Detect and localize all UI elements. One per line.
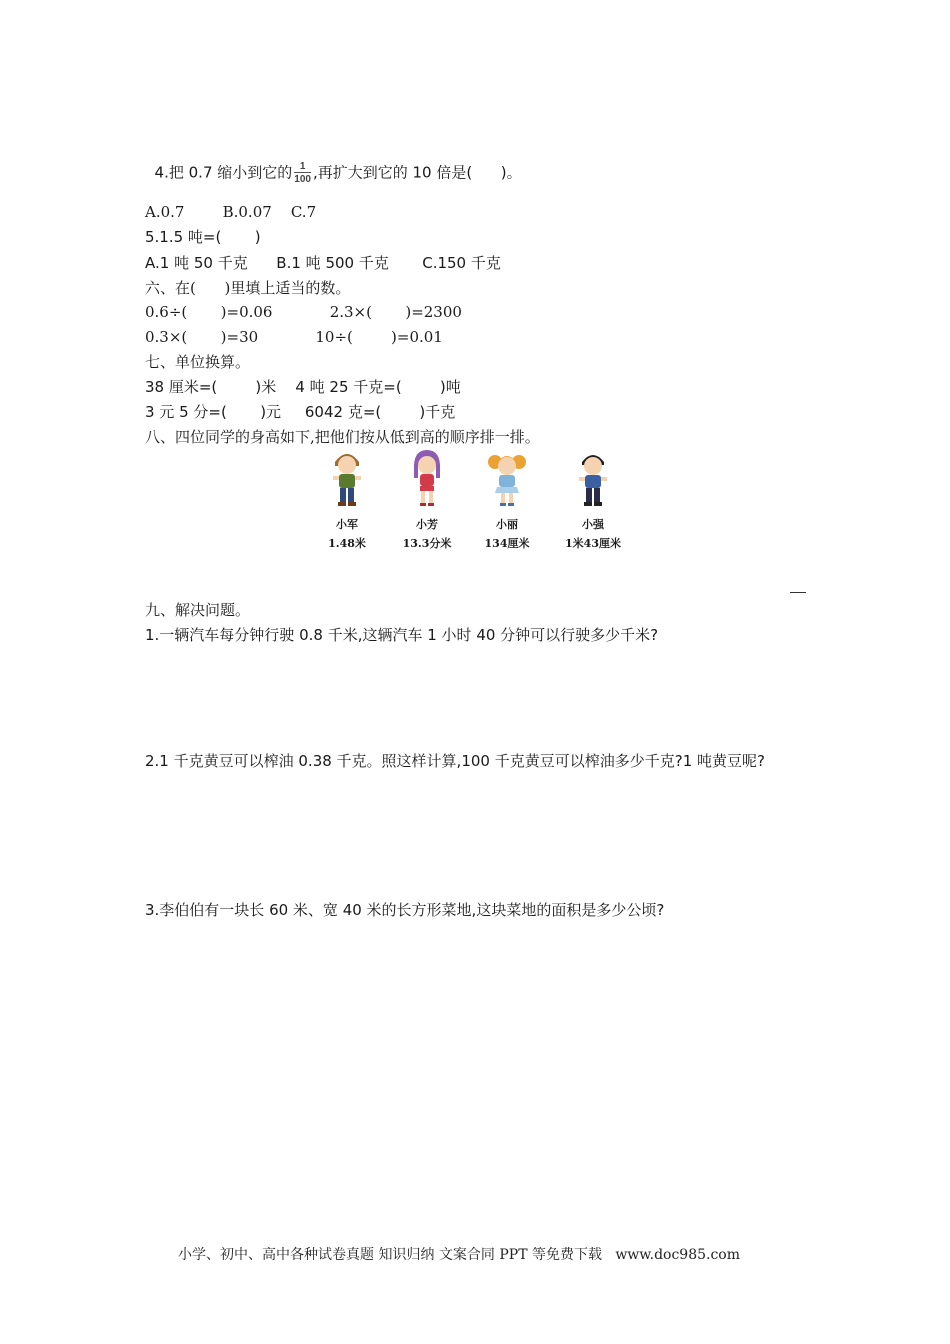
section-7-heading: 七、单位换算。 <box>145 353 251 371</box>
problem-3: 3.李伯伯有一块长 60 米、宽 40 米的长方形菜地,这块菜地的面积是多少公顷? <box>145 901 665 919</box>
question-5: 5.1.5 吨=( ) <box>145 228 261 246</box>
q4-text-before: 4.把 0.7 缩小到它的 <box>154 163 293 182</box>
student-height: 13.3分米 <box>402 537 452 550</box>
section-7-line-2: 3 元 5 分=( )元 6042 克=( )千克 <box>145 403 456 421</box>
fraction <box>294 161 311 185</box>
problem-2: 2.1 千克黄豆可以榨油 0.38 千克。照这样计算,100 千克黄豆可以榨油多少千克?1 吨黄豆呢? <box>145 752 765 770</box>
student-xiaojun <box>307 448 387 551</box>
section-7-line-1: 38 厘米=( )米 4 吨 25 千克=( )吨 <box>145 378 461 396</box>
section-9-heading: 九、解决问题。 <box>145 601 251 619</box>
student-height: 134厘米 <box>484 537 530 550</box>
girl-cartoon-icon <box>405 448 449 510</box>
footer-ad: 小学、初中、高中各种试卷真题 知识归纳 文案合同 PPT 等免费下载 www.doc985.com <box>178 1247 741 1263</box>
fraction-numerator: 1 <box>294 161 311 173</box>
section-6-line-2: 0.3×( )=30 10÷( )=0.01 <box>145 328 443 346</box>
student-xiaofang <box>387 448 467 551</box>
student-height: 1米43厘米 <box>565 537 621 550</box>
fraction-denominator: 100 <box>294 174 311 185</box>
section-6-heading: 六、在( )里填上适当的数。 <box>145 279 351 297</box>
student-name: 小强 <box>582 518 604 531</box>
boy-cartoon-icon <box>571 448 615 510</box>
students-figure <box>315 448 645 558</box>
student-xiaoli <box>467 448 547 551</box>
problem-1: 1.一辆汽车每分钟行驶 0.8 千米,这辆汽车 1 小时 40 分钟可以行驶多少千米? <box>145 626 659 644</box>
divider <box>790 592 806 593</box>
student-xiaoqiang <box>553 448 633 551</box>
section-6-line-1: 0.6÷( )=0.06 2.3×( )=2300 <box>145 303 462 321</box>
question-4 <box>145 141 522 185</box>
section-8-heading: 八、四位同学的身高如下,把他们按从低到高的顺序排一排。 <box>145 428 540 446</box>
girl-cartoon-icon <box>483 448 531 510</box>
student-name: 小丽 <box>496 518 518 531</box>
boy-cartoon-icon <box>325 448 369 510</box>
student-name: 小军 <box>336 518 358 531</box>
student-height: 1.48米 <box>328 537 366 550</box>
q4-options: A.0.7 B.0.07 C.7 <box>145 203 317 221</box>
q5-options: A.1 吨 50 千克 B.1 吨 500 千克 C.150 千克 <box>145 254 501 272</box>
q4-text-after: ,再扩大到它的 10 倍是( )。 <box>312 163 522 182</box>
student-name: 小芳 <box>416 518 438 531</box>
